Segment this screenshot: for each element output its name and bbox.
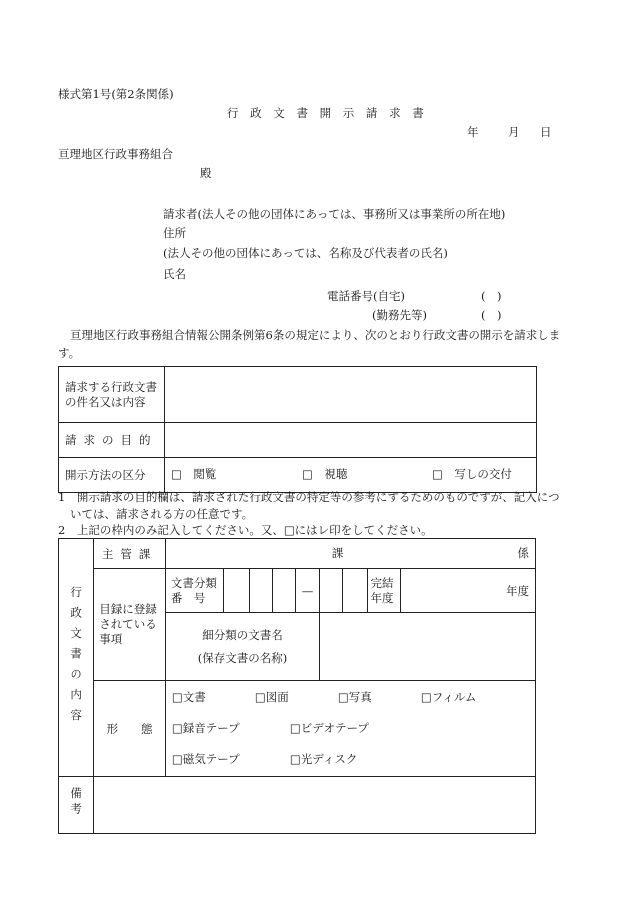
form-magnetic-tape-checkbox[interactable]: □磁気テープ (171, 752, 240, 766)
doc-class-box-5[interactable] (343, 569, 367, 613)
phone-work-label: (勤務先等) (372, 308, 427, 322)
method-options (165, 458, 537, 493)
subclass-label-a: 細分類の文書名 (202, 627, 283, 642)
page-title: 行 政 文 書 開 示 請 求 書 (227, 106, 428, 120)
subject-label-b: の件名又は内容 (65, 394, 146, 409)
addressee: 亘理地区行政事務組合 (58, 147, 173, 161)
intro-line1: 亘理地区行政事務組合情報公開条例第6条の規定により、次のとおり行政文書の開示を請求しま (70, 328, 561, 342)
phone-work-paren: ( ) (481, 308, 502, 322)
phone-home-paren: ( ) (481, 289, 502, 303)
note1-a: 1 開示請求の目的欄は、請求された行政文書の特定等の参考にするためのものですが、記入につ (58, 490, 560, 504)
content-side-label-cell (59, 539, 94, 777)
form-number: 様式第1号(第2条関係) (58, 87, 174, 101)
purpose-label: 請求の目的 (59, 423, 165, 458)
form-type-options (165, 681, 535, 777)
phone-home-label: 電話番号(自宅) (327, 289, 405, 303)
honorific: 殿 (200, 166, 212, 180)
dept-label: 主管課 (94, 539, 166, 569)
method-label: 開示方法の区分 (59, 458, 165, 493)
kakari-label: 係 (517, 546, 529, 560)
doc-class-box-3[interactable] (272, 569, 295, 613)
form-type-label: 形 態 (94, 681, 166, 777)
content-side-label: 行政文書の内容 (69, 585, 84, 730)
nendo-label: 年度 (506, 583, 529, 598)
requester-line1: 請求者(法人その他の団体にあっては、事務所又は事業所の所在地) (163, 207, 506, 221)
method-copy-checkbox[interactable]: □ 写しの交付 (432, 467, 512, 481)
doc-class-label (165, 569, 223, 613)
doc-class-label-b: 番 号 (170, 590, 206, 605)
requester-line2: (法人その他の団体にあっては、名称及び代表者の氏名) (163, 246, 448, 260)
remarks-label-cell (59, 777, 94, 834)
form-optical-disc-checkbox[interactable]: □光ディスク (289, 752, 358, 766)
content-table (58, 538, 536, 834)
complete-label-a: 完結 (370, 575, 394, 590)
date-month: 月 (508, 125, 520, 139)
intro-line2: す。 (58, 346, 81, 360)
ka-label: 課 (331, 546, 344, 560)
form-film-checkbox[interactable]: □フィルム (420, 690, 477, 704)
name-label: 氏名 (163, 267, 186, 281)
note1-b: いては、請求される方の任意です。 (70, 507, 254, 521)
form-video-tape-checkbox[interactable]: □ビデオテープ (289, 721, 369, 735)
subject-input[interactable] (165, 367, 537, 423)
doc-class-box-1[interactable] (224, 569, 249, 613)
subject-label-a: 請求する行政文書 (65, 379, 157, 394)
subclass-label-b: (保存文書の名称) (197, 650, 288, 665)
subject-label-cell (59, 367, 165, 423)
doc-class-box-4[interactable] (320, 569, 343, 613)
complete-year-label (367, 569, 400, 613)
subclass-input[interactable] (320, 613, 536, 681)
doc-class-box-2[interactable] (249, 569, 272, 613)
complete-label-b: 年度 (370, 590, 394, 605)
form-photo-checkbox[interactable]: □写真 (337, 690, 372, 704)
request-table (58, 366, 537, 493)
doc-class-dash: — (295, 569, 319, 613)
doc-class-label-a: 文書分類 (170, 575, 217, 590)
form-audio-tape-checkbox[interactable]: □録音テープ (171, 721, 240, 735)
method-listen-checkbox[interactable]: □ 視聴 (302, 467, 348, 481)
note2: 2 上記の枠内のみ記入してください。又、□にはレ印をしてください。 (58, 523, 433, 537)
date-year: 年 (467, 125, 479, 139)
form-document-checkbox[interactable]: □文書 (171, 690, 206, 704)
form-drawing-checkbox[interactable]: □図面 (254, 690, 289, 704)
method-view-checkbox[interactable]: □ 閲覧 (171, 467, 217, 481)
subclass-label (165, 613, 319, 681)
remarks-input[interactable] (94, 777, 536, 834)
address-label: 住所 (163, 226, 186, 240)
date-day: 日 (540, 125, 552, 139)
complete-year-input[interactable] (400, 569, 535, 613)
purpose-input[interactable] (165, 423, 537, 458)
dept-input[interactable] (165, 539, 535, 569)
catalog-label: 目録に登録されている事項 (94, 569, 166, 681)
remarks-label: 備考 (69, 787, 84, 818)
